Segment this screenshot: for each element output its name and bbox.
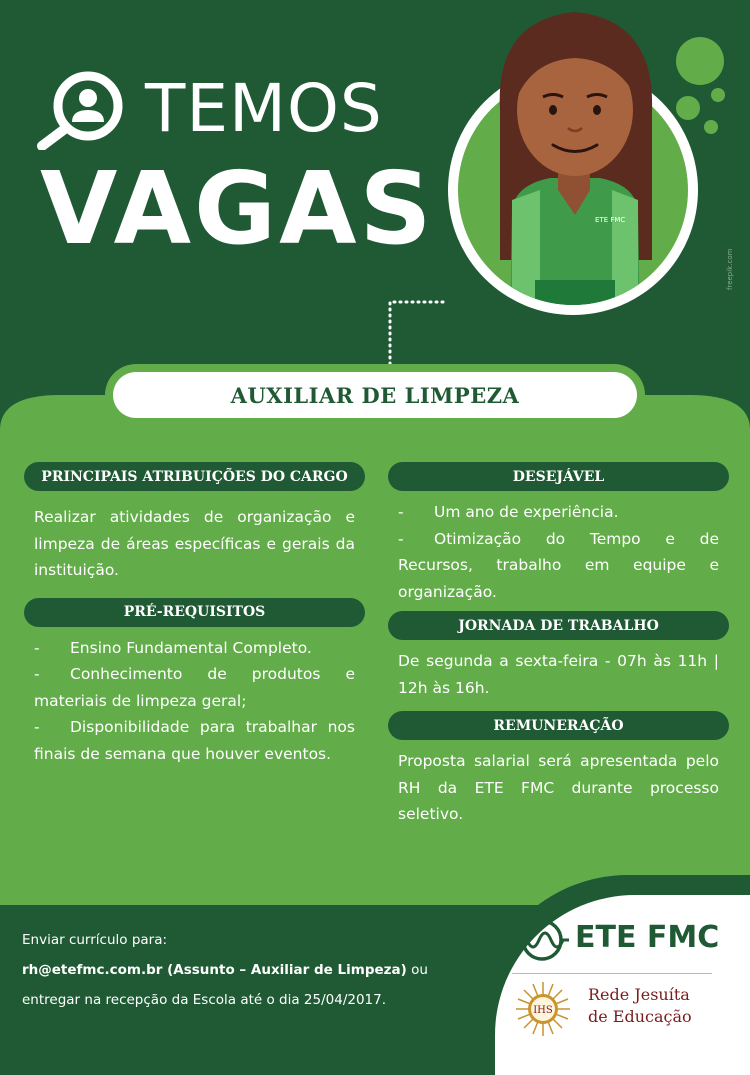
section-title-remuneracao: REMUNERAÇÃO: [388, 711, 729, 740]
job-title: AUXILIAR DE LIMPEZA: [113, 372, 637, 418]
logo-divider: [512, 973, 712, 974]
footer-line-1: Enviar currículo para:: [22, 932, 168, 948]
image-credit: freepik.com: [726, 248, 734, 290]
atribuicoes-text: Realizar atividades de organização e limpeza de áreas específicas e gerais da instituição.: [34, 508, 355, 579]
right-column: [388, 462, 729, 828]
section-title-desejavel: DESEJÁVEL: [388, 462, 729, 491]
footer-email: rh@etefmc.com.br (Assunto – Auxiliar de Limpeza): [22, 962, 407, 978]
seal-text: IHS: [533, 1005, 553, 1016]
desejavel-list: [388, 499, 729, 605]
list-item: - Ensino Fundamental Completo.: [34, 638, 312, 657]
footer-line-3: entregar na recepção da Escola até o dia 25/04/2017.: [22, 992, 387, 1008]
section-title-jornada: JORNADA DE TRABALHO: [388, 611, 729, 640]
rede-line-1: Rede Jesuíta: [588, 985, 690, 1004]
footer-text: [22, 925, 428, 1015]
dotted-connector: [388, 298, 448, 368]
list-item: - Um ano de experiência.: [398, 503, 619, 521]
search-person-icon: [30, 70, 130, 150]
job-title-pill: [105, 364, 645, 426]
ete-fmc-logo-text: ETE FMC: [575, 920, 720, 955]
rede-line-2: de Educação: [588, 1007, 692, 1026]
list-item: - Otimização do Tempo e de Recursos, trabalho em equipe e organização.: [398, 529, 719, 601]
list-item: - Disponibilidade para trabalhar nos finais de semana que houver eventos.: [34, 718, 355, 763]
jornada-text: De segunda a sexta-feira - 07h às 11h | 12h às 16h.: [398, 652, 719, 697]
left-column: [24, 462, 365, 767]
list-item: - Conhecimento de produtos e materiais de limpeza geral;: [34, 665, 355, 710]
section-title-atribuicoes: PRINCIPAIS ATRIBUIÇÕES DO CARGO: [24, 462, 365, 491]
section-title-requisitos: PRÉ-REQUISITOS: [24, 598, 365, 627]
jesuit-seal-icon: [514, 980, 572, 1038]
requisitos-list: [24, 635, 365, 768]
remuneracao-text: Proposta salarial será apresentada pelo RH da ETE FMC durante processo seletivo.: [398, 752, 719, 823]
woman-illustration: [440, 0, 710, 330]
shirt-badge: ETE FMC: [595, 216, 626, 224]
footer-or: ou: [406, 962, 428, 978]
ete-fmc-wave-icon: [513, 918, 571, 962]
rede-jesuita-logo: [588, 984, 692, 1028]
headline-temos: TEMOS: [145, 70, 383, 147]
headline-vagas: VAGAS: [40, 150, 435, 267]
